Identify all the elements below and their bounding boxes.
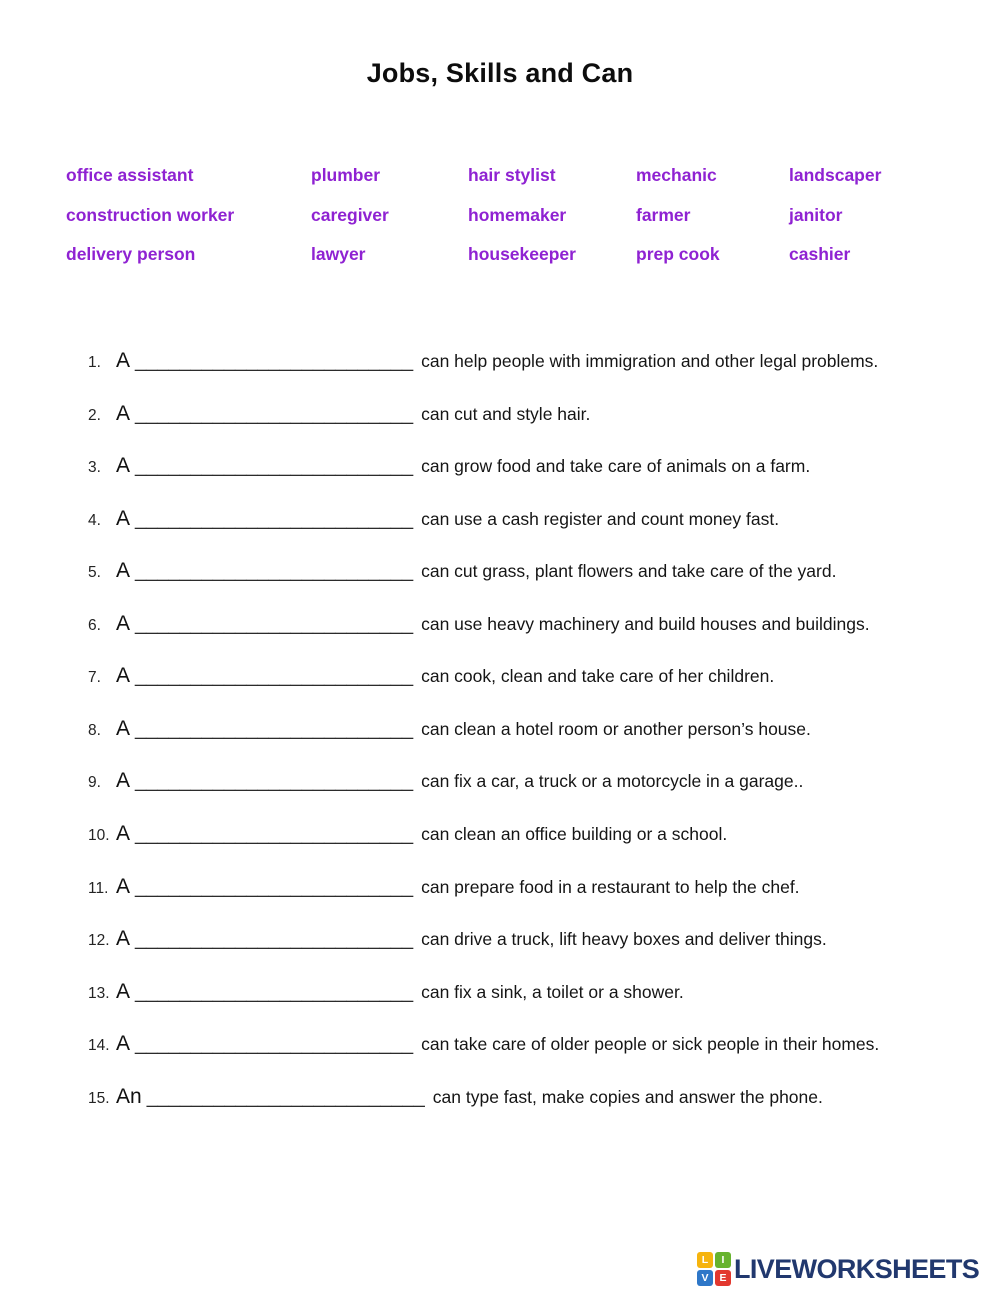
question-article: A — [116, 559, 131, 583]
question-number: 3. — [88, 459, 101, 477]
question-number: 10. — [88, 827, 110, 844]
question-row — [88, 980, 684, 1004]
question-article: A — [116, 349, 131, 372]
question-sentence: can fix a sink, a toilet or a shower. — [421, 981, 684, 1002]
question-number: 5. — [88, 564, 101, 582]
question-number: 4. — [88, 511, 101, 529]
word-bank-item: prep cook — [636, 243, 720, 264]
answer-blank[interactable]: _________________________ — [135, 928, 414, 950]
logo-blocks-icon — [697, 1252, 731, 1286]
word-bank-item: plumber — [311, 165, 381, 186]
question-row — [88, 349, 878, 373]
logo-tile-e: E — [715, 1270, 731, 1286]
question-row — [88, 769, 803, 793]
answer-blank[interactable]: _________________________ — [135, 1033, 414, 1056]
question-article: A — [116, 1032, 131, 1056]
answer-blank[interactable]: _________________________ — [135, 350, 414, 372]
liveworksheets-logo[interactable] — [697, 1252, 979, 1286]
question-article: A — [116, 401, 131, 425]
brand-wordmark: LIVEWORKSHEETS — [734, 1253, 980, 1284]
question-article: A — [116, 611, 131, 635]
word-bank-item: landscaper — [789, 165, 882, 186]
question-sentence: can type fast, make copies and answer the phone. — [432, 1086, 823, 1107]
question-number: 8. — [88, 721, 101, 739]
question-article: A — [116, 506, 131, 530]
question-row — [88, 1032, 879, 1056]
word-bank-item: caregiver — [311, 204, 389, 225]
answer-blank[interactable]: _________________________ — [135, 770, 414, 793]
question-article: A — [116, 454, 131, 478]
question-row — [88, 1085, 823, 1109]
question-sentence: can cook, clean and take care of her children. — [421, 666, 775, 687]
answer-blank[interactable]: _________________________ — [146, 1085, 425, 1108]
question-row — [88, 875, 800, 899]
logo-tile-l: L — [697, 1252, 713, 1268]
word-bank-item: homemaker — [468, 204, 567, 225]
question-row — [88, 612, 870, 636]
word-bank-item: cashier — [789, 243, 851, 264]
question-number: 9. — [88, 774, 101, 792]
answer-blank[interactable]: _________________________ — [135, 980, 414, 1003]
question-sentence: can cut grass, plant flowers and take care of the yard. — [421, 561, 837, 582]
question-number: 13. — [88, 984, 110, 1002]
question-sentence: can help people with immigration and other legal problems. — [421, 351, 879, 371]
word-bank-item: lawyer — [311, 243, 366, 264]
word-bank-item: farmer — [636, 204, 691, 225]
answer-blank[interactable]: _________________________ — [135, 507, 414, 530]
question-row — [88, 454, 810, 478]
question-article: A — [116, 664, 131, 688]
question-sentence: can fix a car, a truck or a motorcycle in a garage.. — [421, 771, 804, 792]
question-sentence: can take care of older people or sick people in their homes. — [421, 1034, 880, 1055]
word-bank-item: delivery person — [66, 243, 196, 264]
question-number: 11. — [88, 879, 109, 897]
question-sentence: can prepare food in a restaurant to help the chef. — [421, 876, 800, 897]
answer-blank[interactable]: _________________________ — [135, 560, 414, 583]
answer-blank[interactable]: _________________________ — [135, 665, 414, 688]
word-bank-item: hair stylist — [468, 165, 556, 186]
answer-blank[interactable]: _________________________ — [135, 402, 414, 425]
word-bank-item: janitor — [789, 204, 843, 225]
question-number: 12. — [88, 932, 110, 949]
word-bank-item: construction worker — [66, 204, 235, 225]
answer-blank[interactable]: _________________________ — [135, 875, 414, 898]
question-row — [88, 507, 779, 531]
question-sentence: can grow food and take care of animals on a farm. — [421, 456, 811, 477]
answer-blank[interactable]: _________________________ — [135, 612, 414, 635]
question-sentence: can use a cash register and count money fast. — [421, 508, 780, 529]
question-number: 7. — [88, 669, 101, 687]
question-row — [88, 559, 836, 583]
question-sentence: can drive a truck, lift heavy boxes and deliver things. — [421, 929, 827, 949]
question-sentence: can clean a hotel room or another person’s house. — [421, 718, 811, 739]
question-article: A — [116, 979, 131, 1003]
question-row — [88, 822, 727, 846]
question-row — [88, 664, 774, 688]
answer-blank[interactable]: _________________________ — [135, 717, 414, 740]
question-number: 15. — [88, 1089, 110, 1107]
answer-blank[interactable]: _________________________ — [135, 823, 414, 845]
question-row — [88, 402, 590, 426]
question-number: 1. — [88, 354, 101, 371]
question-article: A — [116, 769, 131, 793]
question-number: 6. — [88, 616, 101, 634]
question-number: 2. — [88, 406, 101, 424]
question-article: A — [116, 927, 131, 950]
question-row — [88, 717, 811, 741]
question-article: A — [116, 822, 131, 845]
question-sentence: can cut and style hair. — [421, 403, 591, 424]
question-sentence: can use heavy machinery and build houses and buildings. — [421, 613, 870, 634]
logo-tile-i: I — [715, 1252, 731, 1268]
logo-tile-v: V — [697, 1270, 713, 1286]
answer-blank[interactable]: _________________________ — [135, 455, 414, 478]
question-sentence: can clean an office building or a school. — [421, 824, 728, 844]
word-bank-item: mechanic — [636, 165, 717, 186]
question-article: An — [116, 1084, 142, 1108]
question-article: A — [116, 716, 131, 740]
question-row — [88, 927, 827, 951]
word-bank-item: office assistant — [66, 165, 194, 186]
question-number: 14. — [88, 1037, 110, 1055]
page-title: Jobs, Skills and Can — [366, 58, 634, 88]
word-bank-item: housekeeper — [468, 243, 576, 264]
question-article: A — [116, 874, 131, 898]
